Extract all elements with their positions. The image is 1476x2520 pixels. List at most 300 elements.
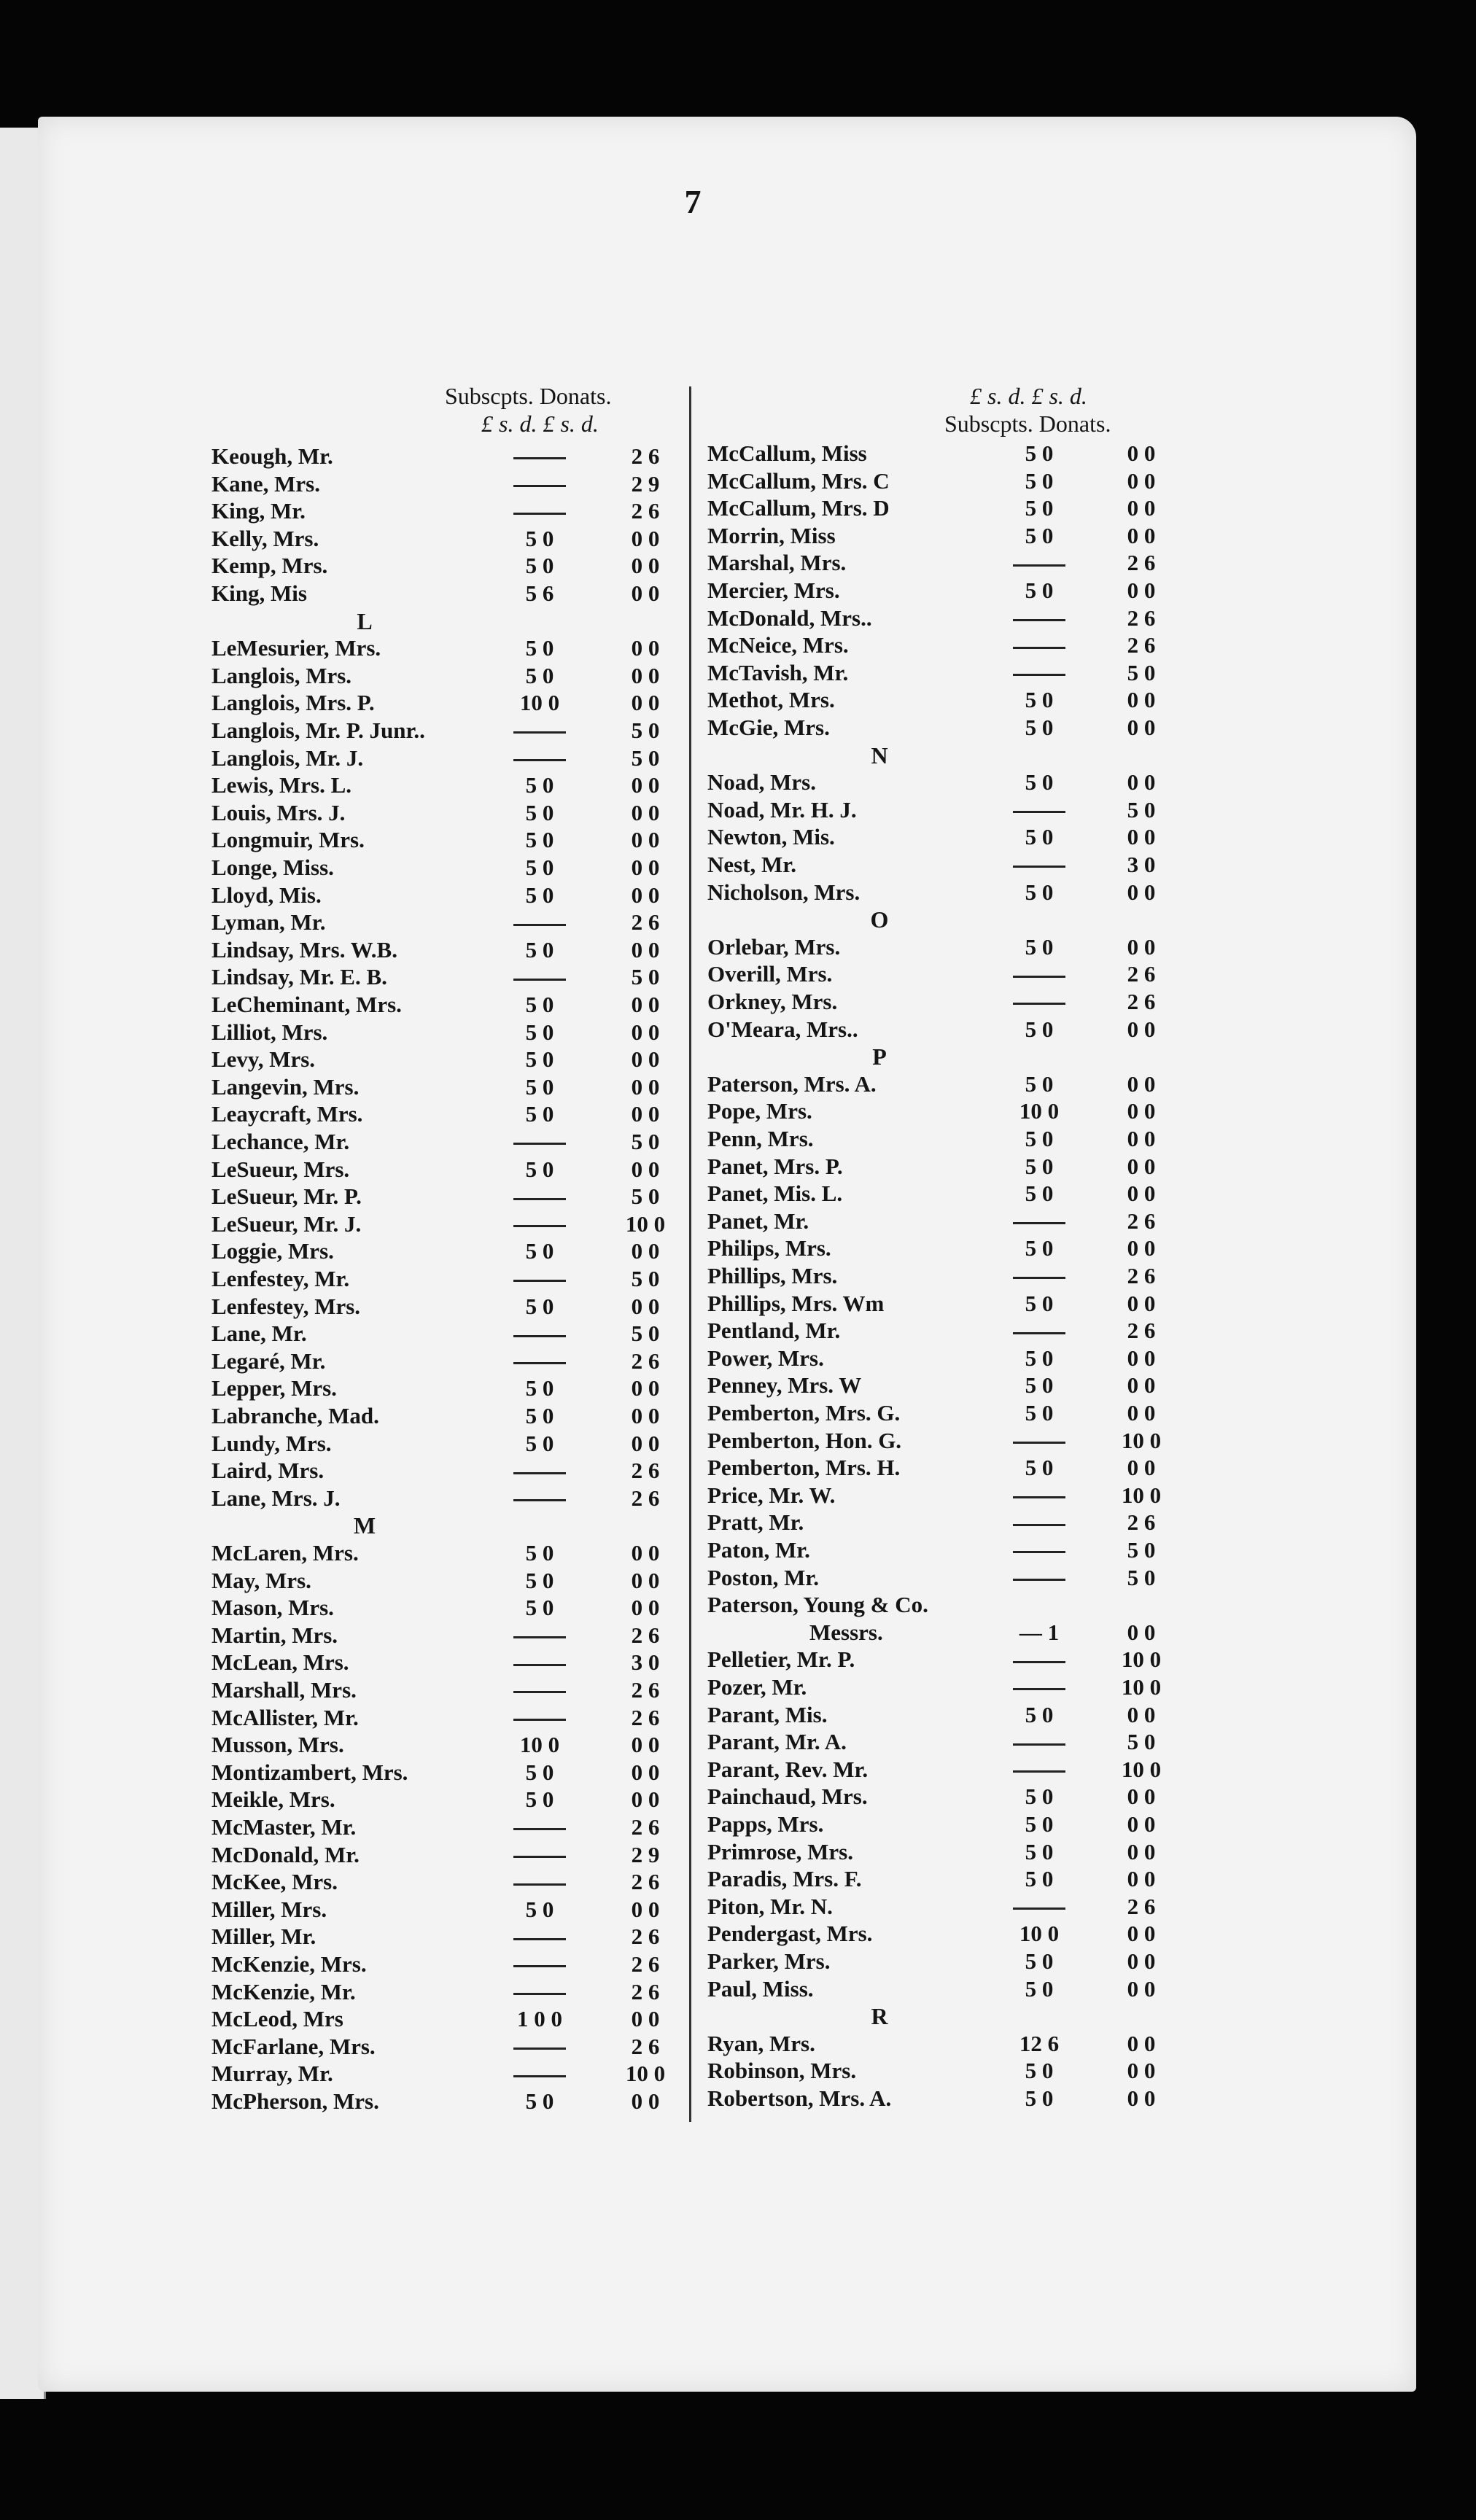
subscriber-name: Papps, Mrs. — [707, 1811, 824, 1837]
donation-amount: 2 6 — [631, 1814, 660, 1840]
subscriber-row — [0, 1208, 1476, 1236]
subscription-amount — [992, 1482, 1087, 1509]
donation-amount: 2 6 — [1127, 632, 1156, 658]
subscription-amount — [992, 1537, 1087, 1563]
subscriber-name: Miller, Mr. — [211, 1924, 316, 1950]
section-letter: O — [870, 906, 889, 933]
subscriber-name: Langlois, Mr. P. Junr.. — [211, 718, 425, 743]
subscriber-row — [0, 1646, 1476, 1674]
subscriber-row — [0, 468, 1476, 496]
subscriber-name: LeSueur, Mrs. — [211, 1156, 350, 1182]
subscriber-row — [0, 605, 1476, 633]
subscriber-name: Poston, Mr. — [707, 1564, 819, 1590]
subscriber-name: Langlois, Mr. J. — [211, 744, 364, 771]
subscription-amount: 5 0 — [525, 525, 554, 551]
subscription-amount: 10 0 — [1019, 1098, 1060, 1124]
donation-amount: 0 0 — [1127, 824, 1156, 850]
subscriber-row — [0, 797, 1476, 825]
donation-amount: 0 0 — [1127, 578, 1156, 603]
left-column-header: Subscpts. Donats. — [445, 383, 612, 409]
subscriber-name: Philips, Mrs. — [707, 1235, 831, 1261]
subscription-amount: 5 0 — [525, 1786, 554, 1813]
subscriber-name: McDonald, Mrs.. — [707, 604, 872, 631]
donation-amount: 0 0 — [631, 662, 660, 688]
subscriber-name: McPherson, Mrs. — [211, 2088, 379, 2114]
subscriber-name: Painchaud, Mrs. — [707, 1784, 868, 1810]
donation-amount: 0 0 — [631, 799, 660, 825]
subscriber-name: Methot, Mrs. — [707, 687, 835, 713]
subscriber-name: Parker, Mrs. — [707, 1948, 831, 1974]
subscriber-name: Pendergast, Mrs. — [707, 1921, 873, 1947]
subscriber-name: Mercier, Mrs. — [707, 578, 840, 603]
donation-amount: 0 0 — [631, 1786, 660, 1813]
subscriber-name: McCallum, Miss — [707, 440, 867, 466]
subscriber-name: Paton, Mr. — [707, 1537, 810, 1563]
subscriber-name: Robertson, Mrs. A. — [707, 2085, 892, 2111]
subscriber-row — [0, 1263, 1476, 1291]
donation-amount: 5 0 — [1127, 1537, 1156, 1563]
donation-amount: 0 0 — [631, 1238, 660, 1264]
subscriber-name: Nest, Mr. — [707, 852, 796, 877]
subscriber-row — [0, 660, 1476, 688]
subscription-amount: 5 0 — [525, 1759, 554, 1785]
subscriber-name: Lloyd, Mis. — [211, 882, 322, 908]
subscriber-row — [0, 1154, 1476, 1181]
subscription-amount: 5 0 — [1025, 1235, 1054, 1261]
donation-amount: 0 0 — [631, 1073, 660, 1100]
subscriber-row — [0, 1674, 1476, 1702]
subscriber-name: Leaycraft, Mrs. — [211, 1101, 363, 1127]
donation-amount: 10 0 — [1121, 1756, 1162, 1782]
subscriber-name: LeSueur, Mr. P. — [211, 1183, 362, 1210]
subscriber-row — [0, 578, 1476, 605]
subscriber-name: O'Meara, Mrs.. — [707, 1016, 858, 1042]
subscriber-name: Kane, Mrs. — [211, 470, 320, 497]
donation-amount: 5 0 — [631, 744, 660, 771]
donation-amount: 0 0 — [1127, 1126, 1156, 1151]
subscription-amount: 5 0 — [1025, 1181, 1054, 1207]
donation-amount: 0 0 — [631, 936, 660, 962]
subscription-amount: 5 0 — [1025, 467, 1054, 494]
donation-amount: 0 0 — [1127, 1811, 1156, 1837]
subscription-amount: 5 0 — [1025, 1290, 1054, 1316]
donation-amount: 0 0 — [1127, 1784, 1156, 1810]
subscription-amount: 5 0 — [525, 635, 554, 661]
subscriber-name: Pentland, Mr. — [707, 1318, 841, 1344]
subscriber-row — [0, 1839, 1476, 1867]
subscriber-name: Longe, Miss. — [211, 855, 334, 880]
subscriber-name: McGie, Mrs. — [707, 715, 830, 740]
donation-amount: 10 0 — [1121, 1646, 1162, 1673]
subscription-amount: 5 0 — [525, 1156, 554, 1182]
subscription-amount — [992, 1428, 1087, 1454]
subscriber-name: Paterson, Young & Co. — [707, 1592, 928, 1618]
subscriber-row — [0, 1016, 1476, 1044]
subscriber-name: McNeice, Mrs. — [707, 632, 849, 658]
donation-amount: 0 0 — [631, 690, 660, 716]
subscriber-name: Phillips, Mrs. Wm — [707, 1290, 885, 1316]
subscriber-name: Langlois, Mrs. P. — [211, 690, 375, 716]
subscriber-name: Miller, Mrs. — [211, 1896, 327, 1922]
section-letter: L — [357, 607, 373, 634]
subscriber-name: Lechance, Mr. — [211, 1129, 350, 1154]
subscriber-name: Marshal, Mrs. — [707, 550, 847, 576]
subscriber-row — [0, 1619, 1476, 1647]
subscriber-row — [0, 1784, 1476, 1811]
donation-amount: 0 0 — [1127, 1400, 1156, 1426]
subscription-amount — [992, 797, 1087, 823]
donation-amount: 2 6 — [631, 1704, 660, 1730]
donation-amount: 2 6 — [1127, 604, 1156, 631]
subscriber-row — [0, 989, 1476, 1016]
donation-amount: 0 0 — [631, 1375, 660, 1401]
subscriber-name: Parant, Mis. — [707, 1701, 828, 1727]
donation-amount: 0 0 — [1127, 1701, 1156, 1727]
subscription-amount — [496, 909, 583, 936]
donation-amount: 0 0 — [1127, 1181, 1156, 1207]
donation-amount: 5 0 — [1127, 659, 1156, 685]
subscriber-name: Levy, Mrs. — [211, 1046, 316, 1073]
donation-amount: 2 6 — [631, 443, 660, 469]
donation-amount: 0 0 — [631, 1430, 660, 1456]
subscriber-row — [0, 1702, 1476, 1730]
donation-amount: 2 6 — [1127, 989, 1156, 1014]
subscriber-name: McLean, Mrs. — [211, 1649, 349, 1676]
donation-amount: 0 0 — [1127, 769, 1156, 796]
donation-amount: 0 0 — [1127, 1098, 1156, 1124]
subscriber-row — [0, 1565, 1476, 1592]
donation-amount: 5 0 — [631, 964, 660, 990]
subscriber-name: Noad, Mr. H. J. — [707, 796, 857, 822]
page-number: 7 — [684, 183, 702, 220]
subscriber-name: McKenzie, Mrs. — [211, 1951, 367, 1977]
subscriber-name: Pratt, Mr. — [707, 1509, 804, 1536]
subscriber-row — [0, 1291, 1476, 1318]
subscriber-name: Morrin, Miss — [707, 522, 836, 548]
subscriber-row — [0, 1400, 1476, 1428]
subscriber-name: Lindsay, Mr. E. B. — [211, 964, 387, 990]
subscriber-name: Lundy, Mrs. — [211, 1430, 332, 1456]
left-units-header — [481, 411, 599, 438]
subscriber-name: McCallum, Mrs. C — [707, 467, 890, 494]
subscription-amount: 5 0 — [1025, 1701, 1054, 1727]
subscription-amount: 12 6 — [1019, 2030, 1060, 2056]
donation-amount: 2 9 — [631, 1841, 660, 1867]
subscriber-row — [0, 687, 1476, 715]
donation-amount: 0 0 — [631, 2006, 660, 2032]
subscriber-name: McKenzie, Mr. — [211, 1978, 356, 2004]
donation-amount: 5 0 — [631, 1321, 660, 1347]
subscriber-row — [0, 961, 1476, 989]
subscriber-row — [0, 1894, 1476, 1921]
subscription-amount: 5 0 — [1025, 1153, 1054, 1179]
subscriber-name: Panet, Mrs. P. — [707, 1153, 843, 1179]
donation-amount: 0 0 — [1127, 1345, 1156, 1371]
donation-amount: 0 0 — [631, 882, 660, 908]
subscription-amount: 5 0 — [1025, 687, 1054, 713]
subscription-amount — [992, 1263, 1087, 1289]
subscriber-name: Legaré, Mr. — [211, 1348, 326, 1374]
donation-amount: 2 6 — [631, 909, 660, 936]
subscriber-row — [0, 1811, 1476, 1839]
donation-amount: 0 0 — [631, 580, 660, 606]
subscriber-row — [0, 632, 1476, 660]
donation-amount: 10 0 — [625, 2061, 666, 2087]
donation-amount: 2 6 — [631, 1458, 660, 1484]
subscription-amount — [992, 550, 1087, 576]
subscription-amount: 5 0 — [1025, 1811, 1054, 1837]
subscriber-row — [0, 523, 1476, 551]
section-letter: M — [353, 1512, 376, 1539]
subscription-amount: 5 0 — [1025, 1784, 1054, 1810]
subscriber-name: Lenfestey, Mr. — [211, 1266, 350, 1291]
subscriber-row — [0, 879, 1476, 907]
subscriber-name: McAllister, Mr. — [211, 1704, 359, 1730]
subscriber-name: LeCheminant, Mrs. — [211, 992, 402, 1017]
donation-amount: 0 0 — [1127, 1948, 1156, 1974]
donation-amount: 0 0 — [1127, 1153, 1156, 1179]
donation-amount: 0 0 — [1127, 2030, 1156, 2056]
subscriber-row — [0, 824, 1476, 852]
subscription-amount: 5 0 — [1025, 495, 1054, 521]
donation-amount: 5 0 — [631, 718, 660, 743]
section-letter: R — [871, 2003, 888, 2030]
donation-amount: 0 0 — [631, 772, 660, 798]
subscriber-row — [0, 1921, 1476, 1948]
subscriber-name: Louis, Mrs. J. — [211, 799, 346, 825]
donation-amount: 0 0 — [1127, 1016, 1156, 1042]
subscription-amount: 5 0 — [525, 936, 554, 962]
subscription-amount — [992, 1894, 1087, 1920]
section-letter: N — [871, 742, 888, 769]
donation-amount: 0 0 — [631, 525, 660, 551]
subscription-amount: 5 0 — [1025, 1126, 1054, 1151]
subscription-amount: 5 0 — [1025, 933, 1054, 960]
subscriber-row — [0, 440, 1476, 468]
subscriber-name: Panet, Mr. — [707, 1208, 809, 1234]
donation-amount: 0 0 — [631, 1567, 660, 1593]
subscription-amount: 5 0 — [525, 882, 554, 908]
subscriber-row — [0, 1372, 1476, 1400]
subscriber-row — [0, 1098, 1476, 1126]
subscription-amount: 5 0 — [1025, 522, 1054, 548]
donation-amount: 0 0 — [631, 1019, 660, 1045]
subscriber-name: May, Mrs. — [211, 1567, 311, 1593]
donation-amount: 0 0 — [631, 1540, 660, 1566]
subscription-amount: 5 0 — [1025, 1866, 1054, 1892]
subscription-amount — [992, 1646, 1087, 1673]
donation-amount: 0 0 — [1127, 495, 1156, 521]
donation-amount: 2 6 — [631, 2033, 660, 2059]
donation-amount: 5 0 — [631, 1129, 660, 1154]
subscriber-name: McDonald, Mr. — [211, 1841, 360, 1867]
donation-amount: 3 0 — [631, 1649, 660, 1676]
subscription-amount: — 1 — [1019, 1619, 1060, 1645]
donation-amount: 2 6 — [631, 498, 660, 524]
subscriber-name: Robinson, Mrs. — [707, 2058, 857, 2084]
subscription-amount: 10 0 — [519, 690, 560, 716]
subscription-amount — [992, 1565, 1087, 1591]
subscription-amount — [992, 1674, 1087, 1700]
donation-amount: 0 0 — [631, 992, 660, 1017]
donation-amount: 0 0 — [631, 1732, 660, 1758]
donation-amount: 0 0 — [1127, 1290, 1156, 1316]
subscription-amount: 5 0 — [1025, 440, 1054, 466]
subscriber-name: Marshall, Mrs. — [211, 1677, 357, 1703]
donation-amount: 5 0 — [1127, 1564, 1156, 1590]
donation-amount: 0 0 — [1127, 1372, 1156, 1399]
donation-amount: 2 6 — [631, 1978, 660, 2004]
right-units-text: £ s. d. £ s. d. — [970, 383, 1087, 409]
subscription-amount: 5 0 — [525, 1896, 554, 1922]
donation-amount: 5 0 — [631, 1266, 660, 1291]
subscription-amount: 5 0 — [525, 1540, 554, 1566]
subscription-amount: 5 0 — [1025, 1948, 1054, 1974]
subscriber-name: Overill, Mrs. — [707, 961, 833, 987]
subscriber-row — [0, 1126, 1476, 1154]
subscription-amount: 5 0 — [1025, 1070, 1054, 1097]
donation-amount: 0 0 — [631, 1896, 660, 1922]
subscriber-name: King, Mis — [211, 580, 307, 606]
subscriber-name: Panet, Mis. L. — [707, 1181, 843, 1207]
donation-amount: 0 0 — [631, 1759, 660, 1785]
subscriber-name: Lane, Mr. — [211, 1321, 307, 1347]
subscriber-name: Lenfestey, Mrs. — [211, 1293, 361, 1319]
subscriber-row — [0, 2006, 1476, 2034]
subscription-amount: 5 0 — [525, 662, 554, 688]
subscriber-row — [0, 715, 1476, 742]
subscriber-row — [0, 495, 1476, 523]
subscriber-name: Phillips, Mrs. — [707, 1263, 838, 1288]
subscription-amount — [992, 1208, 1087, 1234]
subscription-amount — [992, 989, 1087, 1015]
subscriber-name: Orkney, Mrs. — [707, 989, 838, 1014]
subscription-amount: 5 0 — [1025, 2085, 1054, 2111]
subscriber-name: Nicholson, Mrs. — [707, 879, 861, 905]
subscriber-name: Lepper, Mrs. — [211, 1375, 337, 1401]
subscriber-name: Lane, Mrs. J. — [211, 1485, 341, 1511]
donation-amount: 0 0 — [1127, 522, 1156, 548]
left-units-text: £ s. d. £ s. d. — [481, 411, 599, 437]
subscription-amount: 5 0 — [525, 855, 554, 880]
subscription-amount — [992, 632, 1087, 658]
subscription-amount — [992, 961, 1087, 987]
subscriber-name: Pemberton, Mrs. G. — [707, 1400, 901, 1426]
subscriber-name: Ryan, Mrs. — [707, 2030, 815, 2056]
subscriber-name: Pozer, Mr. — [707, 1674, 807, 1700]
donation-amount: 0 0 — [1127, 715, 1156, 740]
subscription-amount: 10 0 — [1019, 1921, 1060, 1947]
donation-amount: 2 6 — [1127, 961, 1156, 987]
subscriber-name: Loggie, Mrs. — [211, 1238, 334, 1264]
subscriber-name: Parant, Rev. Mr. — [707, 1756, 869, 1782]
subscriber-name: Kelly, Mrs. — [211, 525, 319, 551]
donation-amount: 2 6 — [631, 1677, 660, 1703]
subscriber-name: King, Mr. — [211, 498, 306, 524]
subscription-amount: 1 0 0 — [517, 2006, 562, 2032]
donation-amount: 2 6 — [631, 1348, 660, 1374]
subscriber-name: Penney, Mrs. W — [707, 1372, 862, 1399]
donation-amount: 0 0 — [631, 1293, 660, 1319]
subscriber-row — [0, 1509, 1476, 1537]
subscriber-name: Orlebar, Mrs. — [707, 933, 841, 960]
subscriber-row — [0, 1428, 1476, 1455]
subscriber-name: Keough, Mr. — [211, 443, 333, 469]
donation-amount: 0 0 — [631, 2088, 660, 2114]
subscriber-row — [0, 1318, 1476, 1345]
donation-amount: 3 0 — [1127, 852, 1156, 877]
subscriber-name: McMaster, Mr. — [211, 1814, 357, 1840]
donation-amount: 0 0 — [1127, 1838, 1156, 1864]
subscription-amount: 5 0 — [525, 1430, 554, 1456]
subscriber-row — [0, 1046, 1476, 1074]
subscriber-name: Laird, Mrs. — [211, 1458, 325, 1484]
subscriber-name: Paterson, Mrs. A. — [707, 1070, 877, 1097]
donation-amount: 0 0 — [1127, 1866, 1156, 1892]
subscriber-row — [0, 1976, 1476, 2004]
donation-amount: 0 0 — [1127, 1235, 1156, 1261]
subscription-amount: 5 0 — [525, 1019, 554, 1045]
subscription-amount: 5 0 — [1025, 1455, 1054, 1481]
donation-amount: 0 0 — [1127, 467, 1156, 494]
subscription-amount: 5 0 — [1025, 1838, 1054, 1864]
subscriber-name: Parant, Mr. A. — [707, 1729, 847, 1755]
subscriber-name: Lyman, Mr. — [211, 909, 326, 936]
subscriber-name: Mason, Mrs. — [211, 1595, 334, 1621]
subscriber-name: Labranche, Mad. — [211, 1403, 379, 1428]
subscription-amount: 5 0 — [525, 1046, 554, 1073]
donation-amount: 2 6 — [1127, 1263, 1156, 1288]
subscriber-row — [0, 1729, 1476, 1757]
donation-amount: 0 0 — [631, 827, 660, 853]
subscriber-row — [0, 1948, 1476, 1976]
subscription-amount: 5 0 — [525, 1101, 554, 1127]
donation-amount: 0 0 — [1127, 687, 1156, 713]
subscriber-name: Pemberton, Mrs. H. — [707, 1455, 901, 1481]
donation-amount: 10 0 — [1121, 1674, 1162, 1700]
subscriber-name: Paul, Miss. — [707, 1975, 814, 2002]
donation-amount: 0 0 — [1127, 933, 1156, 960]
subscriber-row — [0, 1455, 1476, 1482]
subscription-amount: 5 0 — [525, 772, 554, 798]
donation-amount: 10 0 — [1121, 1482, 1162, 1508]
donation-amount: 2 6 — [1127, 1509, 1156, 1536]
donation-amount: 0 0 — [631, 1595, 660, 1621]
donation-amount: 0 0 — [631, 1046, 660, 1073]
subscription-amount: 5 0 — [1025, 578, 1054, 603]
subscriber-name: Montizambert, Mrs. — [211, 1759, 408, 1785]
subscriber-name: Murray, Mr. — [211, 2061, 333, 2087]
subscription-amount — [992, 660, 1087, 686]
subscriber-row — [0, 1345, 1476, 1373]
subscriber-name: Lindsay, Mrs. W.B. — [211, 936, 397, 962]
subscription-amount: 5 0 — [1025, 2058, 1054, 2084]
subscriber-name: Paradis, Mrs. F. — [707, 1866, 862, 1892]
right-column-header: Subscpts. Donats. — [944, 411, 1111, 437]
subscriber-name: Power, Mrs. — [707, 1345, 824, 1371]
subscriber-name: Meikle, Mrs. — [211, 1786, 335, 1813]
donation-amount: 0 0 — [631, 1403, 660, 1428]
subscriber-row — [0, 1866, 1476, 1894]
subscriber-name: Noad, Mrs. — [707, 769, 816, 796]
subscriber-name: LeSueur, Mr. J. — [211, 1210, 362, 1237]
subscriber-name: Musson, Mrs. — [211, 1732, 344, 1758]
subscriber-row — [0, 934, 1476, 962]
subscriber-row — [0, 1235, 1476, 1263]
subscription-amount: 5 0 — [1025, 1345, 1054, 1371]
subscriber-name: Piton, Mr. N. — [707, 1893, 833, 1919]
donation-amount: 0 0 — [631, 855, 660, 880]
